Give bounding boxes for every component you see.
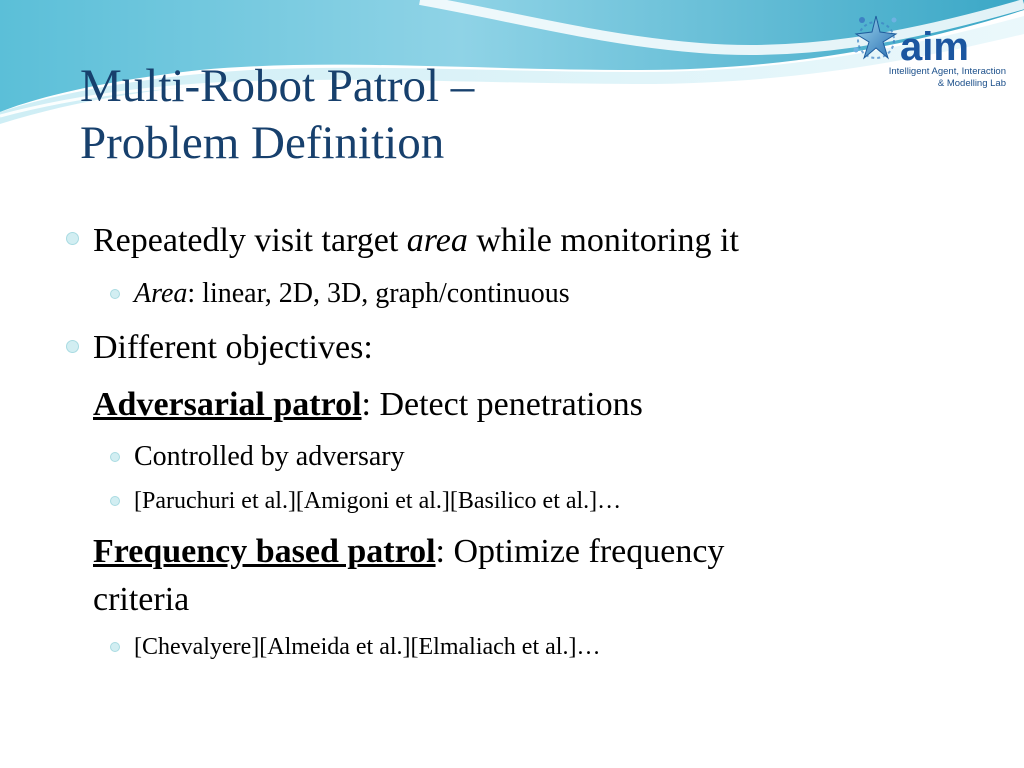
- frequency-patrol-heading: Frequency based patrol: [93, 533, 436, 570]
- adversarial-patrol-heading: Adversarial patrol: [93, 386, 362, 423]
- sub-bullet-dot: [110, 642, 120, 652]
- logo-caption-line-2: & Modelling Lab: [937, 78, 1006, 89]
- bullet-emphasis: area: [406, 222, 468, 259]
- frequency-patrol-text: : Optimize frequency: [435, 533, 725, 570]
- frequency-patrol-line-2: criteria: [93, 581, 190, 618]
- bullet-different-objectives: Different objectives:: [93, 329, 373, 366]
- bullet-dot: [66, 340, 79, 353]
- logo-caption-line-1: Intelligent Agent, Interaction: [888, 66, 1006, 77]
- sub-bullet-frequency-refs: [Chevalyere][Almeida et al.][Elmaliach et al.]…: [134, 634, 601, 660]
- bullet-text: while monitoring it: [467, 222, 739, 259]
- sub-bullet-emphasis: Area: [134, 278, 188, 309]
- frequency-patrol-line: [93, 532, 724, 572]
- sub-bullet-area: [134, 277, 570, 311]
- logo-wordmark: aim: [900, 25, 969, 69]
- adversarial-patrol-text: : Detect penetrations: [361, 386, 643, 423]
- title-line-2: Problem Definition: [80, 117, 445, 169]
- bullet-text: Repeatedly visit target: [93, 222, 407, 259]
- bullet-repeatedly-visit: [93, 221, 739, 261]
- sub-bullet-adversarial-refs: [Paruchuri et al.][Amigoni et al.][Basilico et al.]…: [134, 488, 622, 514]
- sub-bullet-dot: [110, 289, 120, 299]
- sub-bullet-dot: [110, 496, 120, 506]
- title-line-1: Multi-Robot Patrol –: [80, 60, 475, 112]
- adversarial-patrol-line: [93, 385, 643, 425]
- bullet-dot: [66, 232, 79, 245]
- sub-bullet-dot: [110, 452, 120, 462]
- sub-bullet-controlled-by-adversary: Controlled by adversary: [134, 441, 405, 472]
- sub-bullet-text: : linear, 2D, 3D, graph/continuous: [187, 278, 570, 309]
